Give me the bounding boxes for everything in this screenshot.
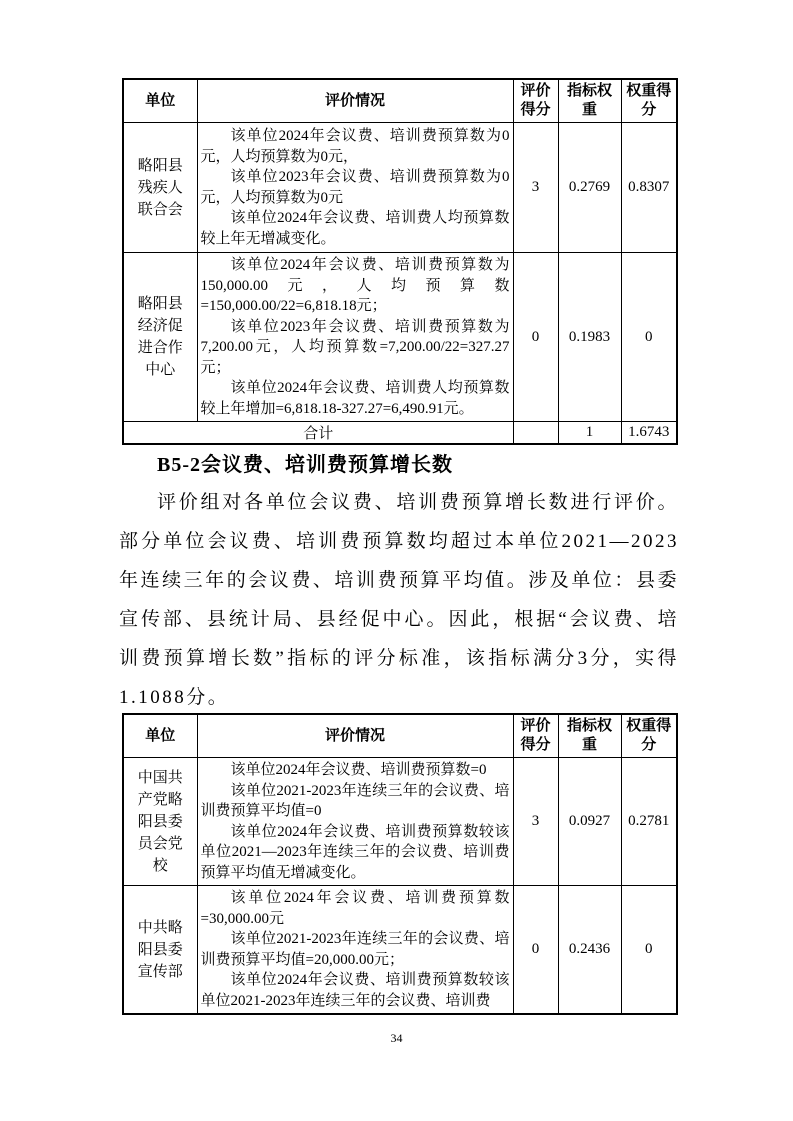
evaluation-item: 该单位2023年会议费、培训费预算数为7,200.00元，人均预算数=7,200.00/22=327.27元；: [200, 318, 510, 376]
evaluation-item: 该单位2024年会议费、培训费人均预算数较上年增加=6,818.18-327.27=6,490.91元。: [200, 380, 510, 417]
column-header-weight: 指标权重: [558, 714, 621, 758]
evaluation-detail: [197, 253, 513, 422]
unit-name: 略阳县经济促进合作中心: [123, 253, 197, 422]
score-value: 0: [513, 253, 558, 422]
table-total-row: [123, 422, 677, 445]
column-header-unit: 单位: [123, 714, 197, 758]
weight-value: 0.1983: [558, 253, 621, 422]
page-number: 34: [390, 1031, 403, 1045]
evaluation-item: 该单位2021-2023年连续三年的会议费、培训费预算平均值=0: [200, 782, 510, 819]
weight-value: 0.0927: [558, 758, 621, 886]
weighted-score-value: 0: [621, 886, 677, 1015]
column-header-weighted-score: 权重得分: [621, 79, 677, 123]
evaluation-item: 该单位2024年会议费、培训费预算数较该单位2021—2023年连续三年的会议费、培训费预算平均值无增减变化。: [200, 823, 510, 881]
weighted-score-value: 0.2781: [621, 758, 677, 886]
evaluation-item: 该单位2024年会议费、培训费人均预算数较上年无增减变化。: [200, 210, 510, 247]
column-header-evaluation: 评价情况: [197, 79, 513, 123]
evaluation-item: 该单位2024年会议费、培训费预算数=0: [230, 762, 487, 778]
evaluation-item: 该单位2024年会议费、培训费预算数=30,000.00元: [200, 890, 510, 927]
evaluation-detail: [197, 886, 513, 1015]
table-row: [123, 886, 677, 1015]
total-weighted-score: 1.6743: [621, 422, 677, 445]
column-header-weighted-score: 权重得分: [621, 714, 677, 758]
total-label: 合计: [123, 422, 513, 445]
evaluation-item: 该单位2023年会议费、培训费预算数为0元，人均预算数为0元: [200, 169, 510, 206]
evaluation-detail: [197, 758, 513, 886]
weight-value: 0.2436: [558, 886, 621, 1015]
score-value: 3: [513, 758, 558, 886]
evaluation-item: 该单位2024年会议费、培训费预算数为150,000.00元，人均预算数=150,000.00/22=6,818.18元；: [200, 257, 510, 314]
column-header-weight: 指标权重: [558, 79, 621, 123]
section-paragraph: 评价组对各单位会议费、培训费预算增长数进行评价。部分单位会议费、培训费预算数均超过本单位2021—2023年连续三年的会议费、培训费预算平均值。涉及单位：县委宣传部、县统计局、县经促中心。因此，根据“会议费、培训费预算增长数”指标的评分标准，该指标满分3分，实得1.1088分。: [119, 492, 679, 708]
evaluation-item: 该单位2021-2023年连续三年的会议费、培训费预算平均值=20,000.00元；: [200, 931, 510, 968]
evaluation-item: 该单位2024年会议费、培训费预算数为0元，人均预算数为0元，: [200, 128, 510, 165]
weight-value: 0.2769: [558, 123, 621, 253]
unit-name: 中国共产党略阳县委员会党校: [123, 758, 197, 886]
column-header-score: 评价得分: [513, 79, 558, 123]
unit-name: 略阳县残疾人联合会: [123, 123, 197, 253]
evaluation-detail: [197, 123, 513, 253]
weighted-score-value: 0: [621, 253, 677, 422]
column-header-score: 评价得分: [513, 714, 558, 758]
unit-name: 中共略阳县委宣传部: [123, 886, 197, 1015]
evaluation-item: 该单位2024年会议费、培训费预算数较该单位2021-2023年连续三年的会议费、培训费: [200, 972, 510, 1009]
section-heading: B5-2会议费、培训费预算增长数: [157, 454, 453, 476]
evaluation-table-meeting-training-per-capita: [122, 78, 678, 445]
table-header-row: [123, 79, 677, 123]
weighted-score-value: 0.8307: [621, 123, 677, 253]
table-header-row: [123, 714, 677, 758]
table-row: [123, 758, 677, 886]
table-row: [123, 123, 677, 253]
column-header-unit: 单位: [123, 79, 197, 123]
total-score: [513, 422, 558, 445]
total-weight: 1: [558, 422, 621, 445]
column-header-evaluation: 评价情况: [197, 714, 513, 758]
evaluation-table-budget-growth: [122, 713, 678, 1015]
score-value: 3: [513, 123, 558, 253]
score-value: 0: [513, 886, 558, 1015]
table-row: [123, 253, 677, 422]
